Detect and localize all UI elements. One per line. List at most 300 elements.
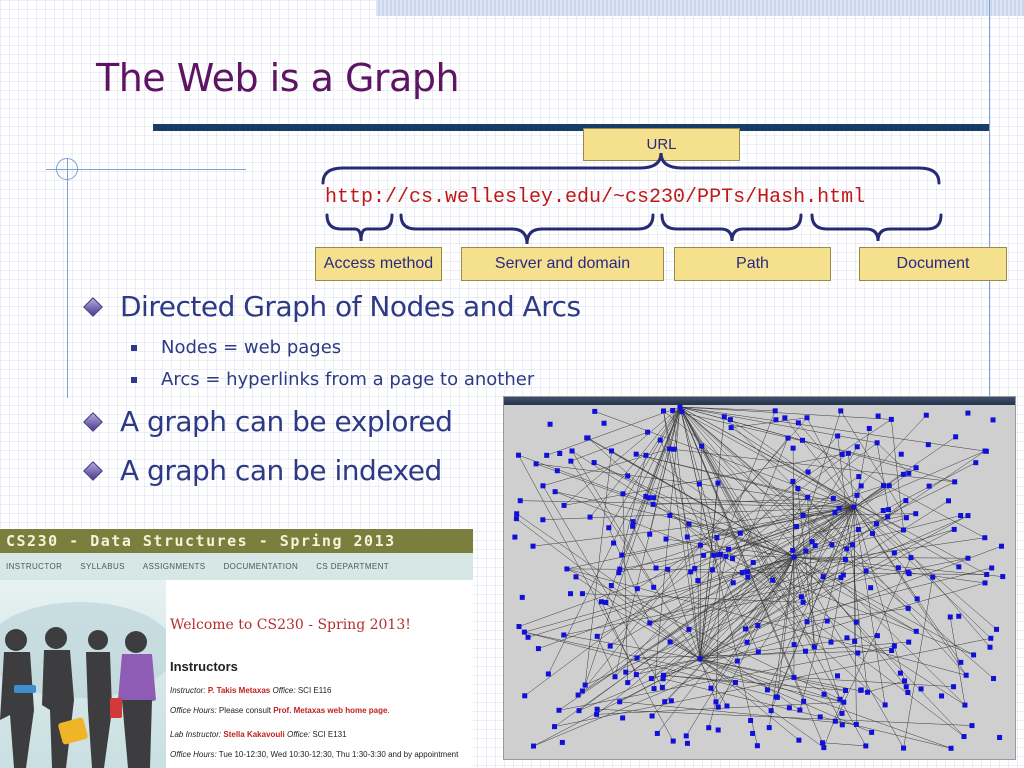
graph-node — [668, 639, 673, 644]
graph-node — [924, 413, 929, 418]
graph-node — [906, 606, 911, 611]
graph-node — [516, 624, 521, 629]
graph-node — [672, 447, 677, 452]
graph-node — [730, 556, 735, 561]
graph-node — [731, 580, 736, 585]
graph-node — [534, 461, 539, 466]
graph-node — [904, 684, 909, 689]
graph-node — [988, 636, 993, 641]
graph-node — [958, 513, 963, 518]
graph-node — [635, 586, 640, 591]
graph-node — [560, 740, 565, 745]
lab-instructor-line — [170, 730, 347, 739]
graph-node — [898, 671, 903, 676]
bullet-graph-explored — [82, 405, 452, 438]
graph-node — [843, 688, 848, 693]
graph-node — [748, 718, 753, 723]
graph-node — [926, 442, 931, 447]
welcome-heading: Welcome to CS230 - Spring 2013! — [170, 617, 411, 633]
graph-node — [514, 511, 519, 516]
site-header: CS230 - Data Structures - Spring 2013 — [0, 529, 473, 553]
graph-node — [867, 426, 872, 431]
graph-node — [835, 433, 840, 438]
graph-node — [576, 693, 581, 698]
graph-node — [520, 595, 525, 600]
graph-node — [855, 650, 860, 655]
graph-node — [555, 468, 560, 473]
graph-node — [658, 438, 663, 443]
students-silhouette-icon — [0, 580, 166, 768]
graph-node — [564, 566, 569, 571]
graph-node — [782, 415, 787, 420]
graph-node — [775, 695, 780, 700]
server-brace — [401, 215, 653, 244]
graph-node — [805, 619, 810, 624]
graph-node — [803, 548, 808, 553]
graph-node — [667, 446, 672, 451]
office-label: Office: — [272, 686, 296, 695]
graph-node — [930, 575, 935, 580]
right-guide-line — [989, 0, 990, 400]
graph-node — [611, 541, 616, 546]
graph-node — [649, 676, 654, 681]
graph-node — [651, 585, 656, 590]
graph-node — [856, 474, 861, 479]
graph-node — [991, 417, 996, 422]
graph-node — [716, 727, 721, 732]
instructor-line — [170, 686, 331, 695]
graph-node — [889, 648, 894, 653]
graph-node — [984, 572, 989, 577]
graph-node — [831, 496, 836, 501]
graph-node — [745, 569, 750, 574]
graph-node — [625, 680, 630, 685]
graph-node — [773, 417, 778, 422]
graph-node — [755, 623, 760, 628]
graph-node — [522, 693, 527, 698]
graph-node — [651, 495, 656, 500]
graph-node — [540, 483, 545, 488]
instructor-office: SCI E116 — [297, 686, 332, 695]
graph-node — [965, 513, 970, 518]
graph-node — [570, 448, 575, 453]
graph-node — [687, 522, 692, 527]
graph-node — [859, 483, 864, 488]
graph-node — [843, 557, 848, 562]
square-bullet-icon — [131, 345, 137, 351]
graph-node — [864, 568, 869, 573]
graph-node — [886, 507, 891, 512]
graph-node — [723, 554, 728, 559]
graph-node — [805, 495, 810, 500]
url-label-box: URL — [583, 128, 740, 161]
metaxas-home-link[interactable]: Prof. Metaxas web home page — [273, 706, 388, 715]
graph-node — [592, 409, 597, 414]
graph-node — [697, 481, 702, 486]
graph-node — [952, 527, 957, 532]
graph-node — [548, 422, 553, 427]
diamond-bullet-icon — [83, 297, 103, 317]
graph-node — [643, 494, 648, 499]
graph-node — [994, 627, 999, 632]
graph-node — [619, 553, 624, 558]
graph-node — [516, 453, 521, 458]
graph-node — [686, 627, 691, 632]
graph-node — [603, 600, 608, 605]
graph-node — [599, 599, 604, 604]
graph-node — [664, 537, 669, 542]
graph-node — [896, 565, 901, 570]
graph-node — [647, 620, 652, 625]
graph-node — [706, 725, 711, 730]
bullet-text: A graph can be explored — [120, 405, 453, 438]
graph-node — [711, 553, 716, 558]
graph-node — [785, 436, 790, 441]
graph-node — [568, 591, 573, 596]
graph-node — [710, 567, 715, 572]
graph-node — [665, 567, 670, 572]
graph-node — [692, 566, 697, 571]
graph-node — [751, 560, 756, 565]
graph-node — [939, 693, 944, 698]
graph-node — [718, 552, 723, 557]
graph-node — [914, 629, 919, 634]
graph-node — [837, 697, 842, 702]
graph-node — [767, 725, 772, 730]
graph-node — [821, 745, 826, 750]
graph-node — [863, 743, 868, 748]
graph-node — [522, 630, 527, 635]
graph-node — [713, 699, 718, 704]
graph-node — [743, 626, 748, 631]
left-guide-line — [67, 158, 68, 398]
graph-node — [561, 632, 566, 637]
graph-node — [833, 719, 838, 724]
office-hours-line — [170, 706, 390, 715]
lab-office-label: Office: — [286, 730, 311, 739]
graph-node — [965, 556, 970, 561]
graph-node — [840, 722, 845, 727]
graph-node — [595, 634, 600, 639]
graph-node — [791, 446, 796, 451]
graph-edges — [516, 407, 1002, 748]
graph-node — [962, 703, 967, 708]
graph-network-image — [504, 397, 1017, 761]
graph-node — [821, 574, 826, 579]
graph-node — [875, 633, 880, 638]
graph-node — [796, 738, 801, 743]
graph-node — [609, 448, 614, 453]
graph-node — [625, 473, 630, 478]
graph-node — [540, 517, 545, 522]
graph-node — [699, 444, 704, 449]
graph-node — [756, 649, 761, 654]
graph-node — [620, 491, 625, 496]
graph-node — [536, 646, 541, 651]
graph-node — [800, 438, 805, 443]
graph-node — [573, 574, 578, 579]
graph-node — [616, 570, 621, 575]
graph-node — [729, 425, 734, 430]
graph-node — [839, 711, 844, 716]
site-nav — [0, 553, 473, 580]
bullet-text: A graph can be indexed — [120, 454, 442, 487]
graph-node — [822, 692, 827, 697]
graph-node — [796, 420, 801, 425]
graph-node — [544, 453, 549, 458]
graph-node — [901, 746, 906, 751]
graph-node — [526, 635, 531, 640]
graph-node — [661, 676, 666, 681]
graph-node — [875, 440, 880, 445]
nav-instructor-link[interactable]: INSTRUCTOR — [6, 562, 63, 571]
graph-node — [654, 566, 659, 571]
graph-node — [835, 673, 840, 678]
bullet-directed-graph — [82, 290, 581, 323]
top-decorative-band — [376, 0, 1024, 16]
graph-node — [583, 683, 588, 688]
graph-node — [887, 483, 892, 488]
graph-node — [868, 585, 873, 590]
graph-node — [883, 702, 888, 707]
graph-node — [892, 550, 897, 555]
graph-node — [630, 524, 635, 529]
graph-node — [518, 498, 523, 503]
graph-node — [906, 640, 911, 645]
graph-node — [801, 513, 806, 518]
graph-node — [680, 409, 685, 414]
graph-node — [844, 546, 849, 551]
graph-node — [755, 743, 760, 748]
graph-node — [735, 659, 740, 664]
graph-node — [881, 483, 886, 488]
graph-node — [962, 734, 967, 739]
graph-node — [832, 510, 837, 515]
graph-node — [662, 699, 667, 704]
graph-node — [806, 470, 811, 475]
graph-node — [913, 511, 918, 516]
graph-node — [907, 571, 912, 576]
graph-node — [728, 417, 733, 422]
site-main-content — [170, 580, 470, 768]
graph-node — [956, 614, 961, 619]
graph-node — [927, 484, 932, 489]
graph-node — [844, 635, 849, 640]
graph-node — [634, 672, 639, 677]
graph-node — [971, 652, 976, 657]
lab-hours-text: Tue 10-12:30, Wed 10:30-12:30, Thu 1:30-3:30 and by appointment — [218, 750, 459, 759]
graph-node — [812, 644, 817, 649]
office-hours-label: Office Hours: — [170, 706, 217, 715]
graph-node — [568, 459, 573, 464]
bullet-graph-indexed — [82, 454, 442, 487]
graph-node — [685, 741, 690, 746]
graph-node — [837, 506, 842, 511]
graph-node — [901, 527, 906, 532]
graph-node — [606, 525, 611, 530]
graph-node — [949, 746, 954, 751]
access-method-brace — [327, 215, 392, 241]
nav-cs-department-link[interactable]: CS DEPARTMENT — [316, 562, 390, 571]
graph-node — [701, 553, 706, 558]
graph-node — [903, 498, 908, 503]
graph-node — [899, 452, 904, 457]
graph-node — [531, 744, 536, 749]
path-box: Path — [674, 247, 831, 281]
graph-node — [652, 686, 657, 691]
graph-node — [902, 678, 907, 683]
graph-node — [892, 644, 897, 649]
graph-node — [859, 687, 864, 692]
graph-node — [908, 555, 913, 560]
graph-node — [854, 493, 859, 498]
graph-node — [881, 508, 886, 513]
graph-node — [670, 408, 675, 413]
slide-title: The Web is a Graph — [96, 56, 460, 100]
graph-node — [885, 514, 890, 519]
nav-assignments-link[interactable]: ASSIGNMENTS — [142, 562, 206, 571]
graph-node — [952, 479, 957, 484]
graph-node — [905, 690, 910, 695]
document-box: Document — [859, 247, 1007, 281]
graph-node — [951, 684, 956, 689]
graph-node — [617, 699, 622, 704]
graph-node — [698, 657, 703, 662]
graph-node — [647, 532, 652, 537]
lab-hours-line — [170, 750, 458, 759]
graph-node — [906, 471, 911, 476]
graph-node — [813, 543, 818, 548]
lab-office: SCI E131 — [312, 730, 347, 739]
graph-node — [609, 583, 614, 588]
graph-node — [854, 620, 859, 625]
graph-node — [953, 434, 958, 439]
graph-node — [828, 640, 833, 645]
graph-node — [716, 705, 721, 710]
graph-node — [634, 655, 639, 660]
graph-node — [803, 649, 808, 654]
graph-node — [552, 724, 557, 729]
graph-node — [594, 712, 599, 717]
instructor-name: P. Takis Metaxas — [207, 686, 271, 695]
graph-node — [904, 515, 909, 520]
graph-node — [889, 417, 894, 422]
graph-node — [856, 527, 861, 532]
nav-documentation-link[interactable]: DOCUMENTATION — [223, 562, 299, 571]
server-domain-box: Server and domain — [461, 247, 664, 281]
graph-node — [948, 614, 953, 619]
crosshair-ornament — [56, 158, 78, 180]
graph-node — [698, 543, 703, 548]
graph-node — [724, 703, 729, 708]
graph-node — [870, 531, 875, 536]
graph-node — [956, 564, 961, 569]
graph-node — [556, 708, 561, 713]
graph-node — [825, 619, 830, 624]
graph-node — [669, 698, 674, 703]
graph-node — [820, 740, 825, 745]
graph-node — [580, 591, 585, 596]
graph-node — [580, 688, 585, 693]
graph-node — [919, 686, 924, 691]
graph-node — [557, 451, 562, 456]
graph-node — [869, 730, 874, 735]
graph-node — [562, 503, 567, 508]
graph-node — [613, 674, 618, 679]
graph-node — [991, 676, 996, 681]
graph-node — [678, 405, 683, 410]
graph-visualization — [503, 396, 1016, 760]
graph-node — [969, 723, 974, 728]
nav-syllabus-link[interactable]: SYLLABUS — [80, 562, 125, 571]
path-brace — [662, 215, 801, 241]
graph-node — [602, 421, 607, 426]
graph-node — [854, 722, 859, 727]
lab-hours-label: Office Hours: — [170, 750, 217, 759]
graph-node — [787, 705, 792, 710]
graph-node — [660, 685, 665, 690]
graph-node — [745, 575, 750, 580]
graph-node — [818, 714, 823, 719]
graph-node — [964, 673, 969, 678]
graph-node — [650, 713, 655, 718]
graph-node — [514, 516, 519, 521]
graph-node — [983, 449, 988, 454]
graph-node — [655, 731, 660, 736]
graph-node — [989, 565, 994, 570]
graph-node — [915, 596, 920, 601]
graph-node — [685, 534, 690, 539]
graph-node — [512, 535, 517, 540]
graph-node — [631, 519, 636, 524]
graph-node — [608, 644, 613, 649]
graph-node — [946, 498, 951, 503]
graph-node — [855, 444, 860, 449]
graph-node — [792, 555, 797, 560]
graph-node — [667, 513, 672, 518]
graph-node — [634, 452, 639, 457]
graph-node — [651, 502, 656, 507]
graph-node — [695, 578, 700, 583]
graph-node — [714, 535, 719, 540]
graph-node — [623, 670, 628, 675]
graph-node — [958, 660, 963, 665]
office-hours-text: Please consult — [218, 706, 271, 715]
graph-node — [982, 535, 987, 540]
graph-node — [840, 452, 845, 457]
graph-node — [838, 575, 843, 580]
students-silhouette-image — [0, 580, 166, 768]
graph-node — [661, 408, 666, 413]
graph-node — [799, 594, 804, 599]
graph-node — [740, 570, 745, 575]
graph-node — [726, 547, 731, 552]
graph-node — [595, 707, 600, 712]
diamond-bullet-icon — [83, 461, 103, 481]
graph-node — [773, 408, 778, 413]
graph-node — [997, 735, 1002, 740]
office-hours-period: . — [387, 706, 390, 715]
graph-node — [795, 486, 800, 491]
square-bullet-icon — [131, 377, 137, 383]
graph-node — [874, 521, 879, 526]
graph-node — [790, 479, 795, 484]
graph-node — [850, 542, 855, 547]
graph-node — [715, 481, 720, 486]
graph-node — [983, 580, 988, 585]
url-text: http://cs.wellesley.edu/~cs230/PPTs/Hash.html — [325, 186, 866, 209]
graph-node — [852, 639, 857, 644]
